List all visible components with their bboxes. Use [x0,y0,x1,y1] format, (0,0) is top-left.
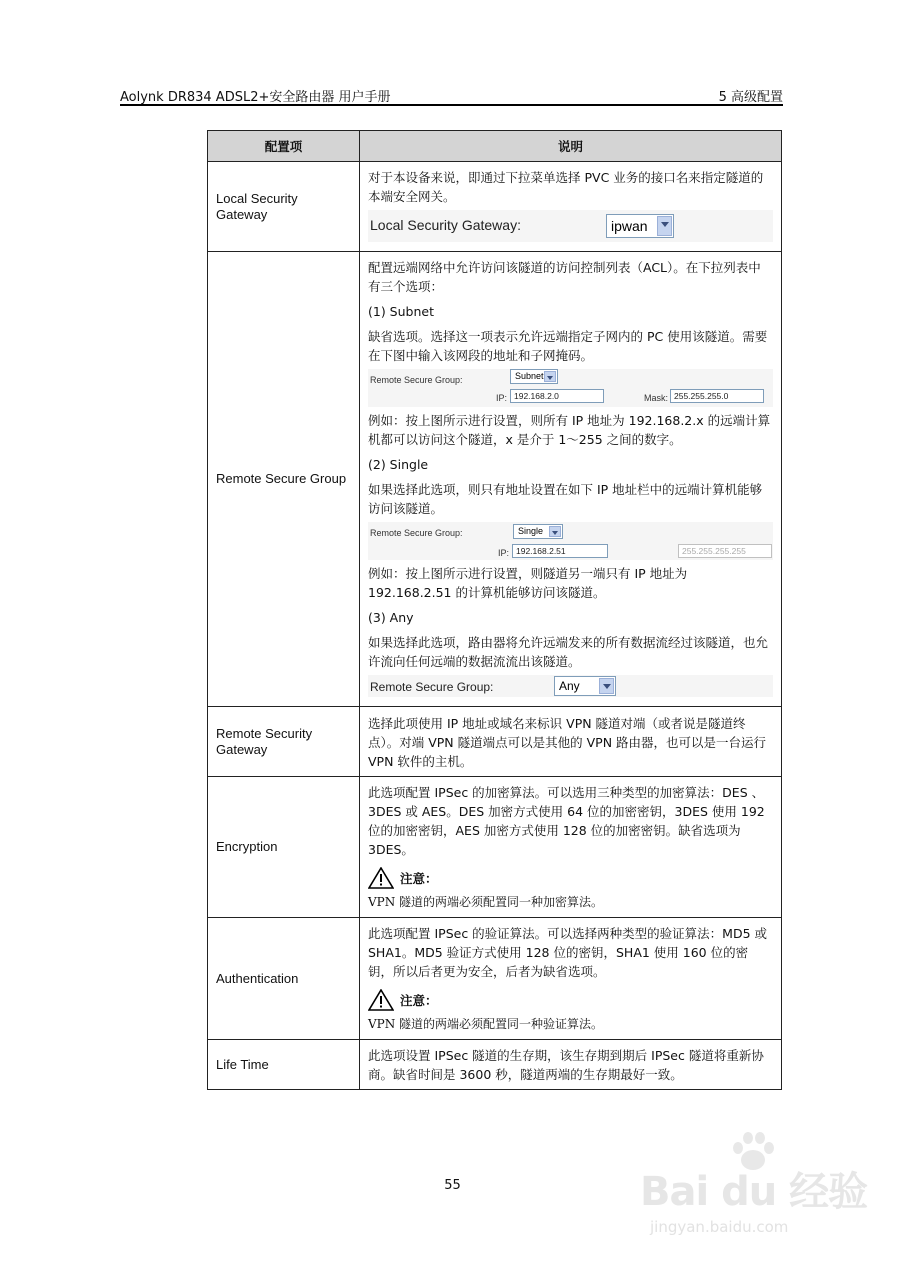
desc-text: 如果选择此选项，则只有地址设置在如下 IP 地址栏中的远端计算机能够访问该隧道。 [368,482,763,516]
mask-input[interactable]: 255.255.255.0 [670,389,764,403]
table-header-row [208,131,782,162]
remote-group-label: Remote Secure Group: [370,528,463,538]
warning-icon [368,867,394,889]
select-value: Subnet [515,371,544,381]
table-row [208,252,782,707]
col-header-item: 配置项 [208,131,360,162]
row-key: Remote Security Gateway [208,707,360,777]
row-key: Life Time [208,1040,360,1090]
chevron-down-icon [544,371,556,382]
screenshot-single [368,522,773,560]
chevron-down-icon [657,216,672,236]
page-header [120,86,783,106]
warning-icon [368,989,394,1011]
header-title: Aolynk DR834 ADSL2+安全路由器 用户手册 [120,90,391,105]
desc-text: 此选项配置 IPSec 的加密算法。可以选用三种类型的加密算法：DES 、3DES 或 AES。DES 加密方式使用 64 位的加密密钥，3DES 使用 192 位的加密密钥，AES 加密方式使用 128 位的加密密钥。缺省选项为 3DES。 [368,785,765,857]
desc-text: 缺省选项。选择这一项表示允许远端指定子网内的 PC 使用该隧道。需要在下图中输入该网段的地址和子网掩码。 [368,329,768,363]
option-title: (2) Single [368,457,429,472]
table-row [208,777,782,918]
table-row [208,162,782,252]
desc-text: 选择此项使用 IP 地址或域名来标识 VPN 隧道对端（或者说是隧道终点）。对端 VPN 隧道端点可以是其他的 VPN 路由器，也可以是一台运行 VPN 软件的主机。 [368,715,767,769]
desc-text: 如果选择此选项，路由器将允许远端发来的所有数据流经过该隧道，也允许流向任何远端的数据流流出该隧道。 [368,635,769,669]
ip-label: IP: [496,393,508,403]
header-chapter: 5 高级配置 [718,90,783,105]
select-value: Single [518,526,544,536]
mask-label: Mask: [644,393,669,403]
watermark [640,1130,870,1250]
note-title: 注意： [400,870,438,886]
screenshot-any [368,675,773,697]
note-heading [368,989,773,1011]
row-key: Local Security Gateway [208,162,360,252]
table-row [208,1040,782,1090]
desc-text: 例如：按上图所示进行设置，则隧道另一端只有 IP 地址为 192.168.2.51 的计算机能够访问该隧道。 [368,566,688,600]
row-desc [360,252,782,707]
option-title: (3) Any [368,610,414,625]
remote-group-select[interactable] [513,524,563,539]
watermark-logo: Bai du 经验 [640,1169,868,1215]
desc-text: 对于本设备来说，即通过下拉菜单选择 PVC 业务的接口名来指定隧道的本端安全网关。 [368,170,764,204]
select-value: ipwan [611,218,648,234]
mask-input-disabled: 255.255.255.255 [678,544,772,558]
row-desc [360,1040,782,1090]
header-rule [120,104,783,106]
screenshot-subnet [368,369,773,407]
note-text: VPN 隧道的两端必须配置同一种验证算法。 [368,1017,604,1031]
chevron-down-icon [599,678,614,694]
local-gateway-label: Local Security Gateway: [370,217,521,233]
watermark-url: jingyan.baidu.com [650,1218,789,1236]
row-desc [360,777,782,918]
option-title: (1) Subnet [368,304,434,319]
ip-input[interactable]: 192.168.2.51 [512,544,608,558]
desc-text: 此选项设置 IPSec 隧道的生存期，该生存期到期后 IPSec 隧道将重新协商。缺省时间是 3600 秒，隧道两端的生存期最好一致。 [368,1048,764,1082]
desc-text: 例如：按上图所示进行设置，则所有 IP 地址为 192.168.2.x 的远端计算机都可以访问这个隧道，x 是介于 1～255 之间的数字。 [368,413,771,447]
select-value: Any [559,679,580,693]
desc-text: 配置远端网络中允许访问该隧道的访问控制列表（ACL）。在下拉列表中有三个选项： [368,260,761,294]
remote-group-select[interactable] [510,369,558,384]
chevron-down-icon [549,526,561,537]
table-row [208,707,782,777]
row-desc [360,918,782,1040]
ip-label: IP: [498,548,510,558]
row-key: Encryption [208,777,360,918]
remote-group-label: Remote Secure Group: [370,375,463,385]
row-key: Authentication [208,918,360,1040]
col-header-desc: 说明 [360,131,782,162]
table-row [208,918,782,1040]
note-text: VPN 隧道的两端必须配置同一种加密算法。 [368,895,604,909]
page-number: 55 [444,1178,461,1193]
note-heading [368,867,773,889]
local-gateway-select[interactable] [606,214,674,238]
remote-group-label: Remote Secure Group: [370,680,494,694]
screenshot-local-gateway [368,210,773,242]
config-table [207,130,782,1090]
ip-input[interactable]: 192.168.2.0 [510,389,604,403]
row-key: Remote Secure Group [208,252,360,707]
note-title: 注意： [400,992,438,1008]
remote-group-select[interactable] [554,676,616,696]
row-desc [360,162,782,252]
row-desc [360,707,782,777]
desc-text: 此选项配置 IPSec 的验证算法。可以选择两种类型的验证算法：MD5 或 SHA1。MD5 验证方式使用 128 位的密钥，SHA1 使用 160 位的密钥，所以后者更为安全，后者为缺省选项。 [368,926,768,979]
